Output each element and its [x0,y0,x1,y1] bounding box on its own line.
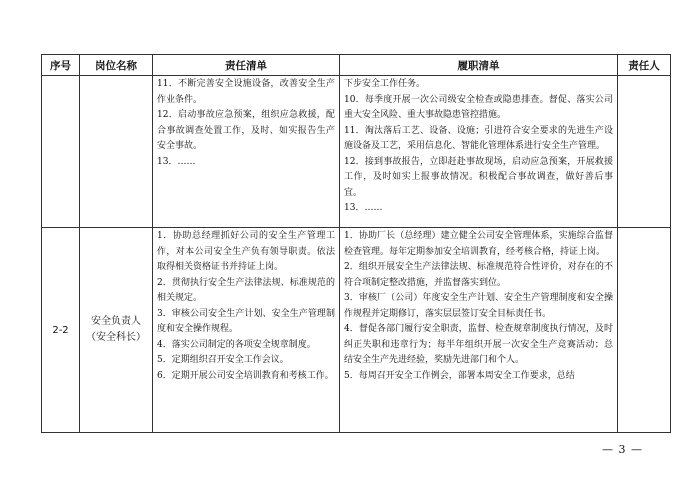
duty-item: 4．督促各部门履行安全职责，监督、检查规章制度执行情况，及时纠正失职和违章行为；每半年组织开展一次安全生产竞赛活动；总结安全生产先进经验，奖励先进部门和个人。 [344,324,613,365]
row-seq: 2-2 [42,228,80,433]
position-subtitle: （安全科长） [86,332,146,343]
row-person [618,228,671,433]
row-position [80,228,153,433]
responsibility-item: 4．落实公司制定的各项安全规章制度。 [157,339,316,350]
duty-item: 下步安全工作任务。 [344,79,426,89]
duty-item: 3．审核厂（公司）年度安全生产计划、安全生产管理制度和安全操作规程并定期修订，落实层层签订安全目标责任书。 [344,293,613,319]
duty-item: 13．…… [344,203,383,213]
header-seq: 序号 [42,55,80,76]
row-person [618,76,671,228]
responsibility-item: 3．审核公司安全生产计划、安全生产管理制度和安全操作规程。 [157,308,335,334]
table-header-row [42,55,671,76]
responsibility-item: 5．定期组织召开安全工作会议。 [157,355,289,365]
position-title: 安全负责人 [91,316,141,327]
duty-item: 12．接到事故报告，立即赶赴事故现场，启动应急预案，开展救援工作，及时如实上报事故情况。积极配合事故调查，做好善后事宜。 [344,156,613,198]
header-responsibilities: 责任清单 [153,55,340,76]
header-duties: 履职清单 [340,55,618,76]
row-duties [340,228,618,433]
responsibility-item: 12．启动事故应急预案，组织应急救援，配合事故调查处置工作，及时、如实报告生产安全事故。 [157,110,335,151]
duty-item: 10．每季度开展一次公司级安全检查或隐患排查。督促、落实公司重大安全风险、重大事故隐患管控措施。 [344,94,613,120]
responsibility-item: 11．不断完善安全设施设备，改善安全生产作业条件。 [157,79,335,105]
row-responsibilities [153,76,340,228]
duty-item: 2．组织开展安全生产法律法规、标准规范符合性评价，对存在的不符合项制定整改措施，并监督落实到位。 [344,262,613,288]
responsibility-table [41,54,671,433]
table-row [42,228,671,433]
duty-item: 11．淘汰落后工艺、设备、设施；引进符合安全要求的先进生产设施设备及工艺，采用信息化、智能化管理体系进行安全生产管理。 [344,125,613,151]
page-number: — 3 — [602,443,643,456]
row-duties [340,76,618,228]
responsibility-item: 1．协助总经理抓好公司的安全生产管理工作，对本公司安全生产负有领导职责。依法取得相关资格证书并持证上岗。 [157,231,335,272]
row-position [80,76,153,228]
table-row [42,76,671,228]
duty-item: 5．每周召开安全工作例会，部署本周安全工作要求，总结 [344,370,575,381]
responsibility-item: 6．定期开展公司安全培训教育和考核工作。 [157,370,334,381]
header-person: 责任人 [618,55,671,76]
header-position: 岗位名称 [80,55,153,76]
responsibility-item: 2．贯彻执行安全生产法律法规、标准规范的相关规定。 [157,277,335,303]
row-seq [42,76,80,228]
responsibility-item: 13．…… [157,156,196,167]
duty-item: 1．协助厂长（总经理）建立健全公司安全管理体系，实施综合监督检查管理。每年定期参加安全培训教育，经考核合格，持证上岗。 [344,231,613,257]
row-responsibilities [153,228,340,433]
